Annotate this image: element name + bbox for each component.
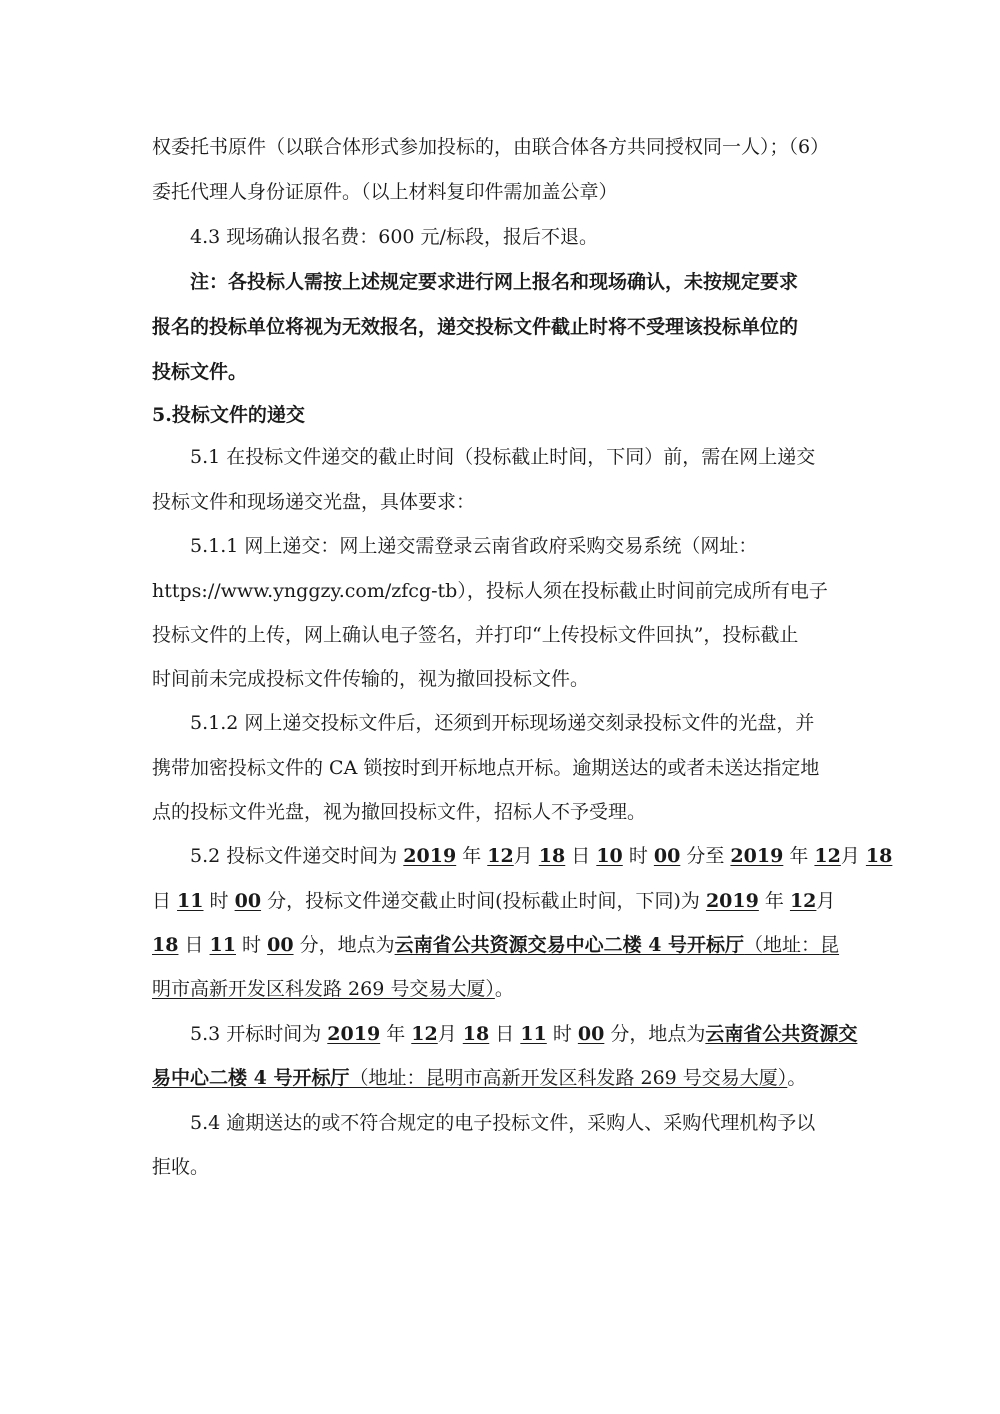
text: 日	[565, 845, 597, 867]
minute-value: 00	[653, 845, 681, 867]
hour-value: 11	[520, 1023, 547, 1045]
paragraph-line: 5.1.1 网上递交：网上递交需登录云南省政府采购交易系统（网址：	[190, 535, 758, 557]
text: 分至	[680, 845, 731, 867]
submission-time-line	[152, 974, 514, 1004]
text: 5.2 投标文件递交时间为	[190, 845, 404, 867]
text: 月	[513, 845, 539, 867]
venue: 云南省公共资源交	[705, 1023, 858, 1045]
text: 年	[380, 1023, 412, 1045]
fee-line: 4.3 现场确认报名费：600 元/标段，报后不退。	[190, 226, 598, 248]
hour-value: 11	[177, 890, 204, 912]
text: 日	[152, 890, 178, 912]
month-value: 12	[814, 845, 841, 867]
month-value: 12	[411, 1023, 438, 1045]
paragraph-line: 委托代理人身份证原件。（以上材料复印件需加盖公章）	[152, 181, 618, 203]
text: 月	[816, 890, 836, 912]
hour-value: 10	[596, 845, 623, 867]
text: 分，地点为	[293, 934, 395, 956]
text: 5.3 开标时间为	[190, 1023, 328, 1045]
text: 时	[203, 890, 235, 912]
venue: 易中心二楼 4 号开标厅	[152, 1067, 350, 1089]
opening-time-line	[190, 1019, 857, 1049]
day-value: 18	[462, 1023, 490, 1045]
venue-address: （地址：昆	[744, 934, 840, 956]
day-value: 18	[152, 934, 179, 956]
day-value: 18	[865, 845, 893, 867]
text: 月	[437, 1023, 463, 1045]
text: 分，地点为	[604, 1023, 706, 1045]
text: 时	[546, 1023, 578, 1045]
paragraph-line: 5.1.2 网上递交投标文件后，还须到开标现场递交刻录投标文件的光盘，并	[190, 712, 815, 734]
opening-time-line	[152, 1063, 806, 1093]
hour-value: 11	[209, 934, 236, 956]
note-line: 注：各投标人需按上述规定要求进行网上报名和现场确认，未按规定要求	[190, 271, 799, 293]
submission-time-line	[190, 841, 892, 871]
month-value: 12	[487, 845, 514, 867]
minute-value: 00	[267, 934, 294, 956]
minute-value: 00	[577, 1023, 605, 1045]
paragraph-line: 投标文件的上传，网上确认电子签名，并打印“上传投标文件回执”，投标截止	[152, 624, 799, 646]
paragraph-line: 投标文件和现场递交光盘，具体要求：	[152, 491, 476, 513]
text: 日	[489, 1023, 521, 1045]
paragraph-line: 5.4 逾期送达的或不符合规定的电子投标文件，采购人、采购代理机构予以	[190, 1112, 816, 1134]
venue-address: 明市高新开发区科发路 269 号交易大厦）	[152, 978, 495, 1000]
year-value: 2019	[327, 1023, 381, 1045]
year-value: 2019	[705, 890, 759, 912]
text: 时	[622, 845, 654, 867]
venue-address: （地址：昆明市高新开发区科发路 269 号交易大厦）	[349, 1067, 788, 1089]
minute-value: 00	[234, 890, 262, 912]
year-value: 2019	[730, 845, 784, 867]
text: 年	[456, 845, 488, 867]
paragraph-line: 时间前未完成投标文件传输的，视为撤回投标文件。	[152, 668, 590, 690]
paragraph-line: https://www.ynggzy.com/zfcg-tb），投标人须在投标截止时间前完成所有电子	[152, 580, 828, 602]
text: 月	[840, 845, 866, 867]
text: 时	[236, 934, 268, 956]
text: 。	[494, 978, 514, 1000]
venue: 云南省公共资源交易中心二楼 4 号开标厅	[394, 934, 745, 956]
note-line: 投标文件。	[152, 361, 248, 383]
note-line: 报名的投标单位将视为无效报名，递交投标文件截止时将不受理该投标单位的	[152, 316, 799, 338]
section-heading: 5.投标文件的递交	[152, 404, 305, 426]
text: 年	[758, 890, 790, 912]
year-value: 2019	[403, 845, 457, 867]
paragraph-line: 点的投标文件光盘，视为撤回投标文件，招标人不予受理。	[152, 801, 647, 823]
text: 日	[178, 934, 210, 956]
day-value: 18	[538, 845, 566, 867]
paragraph-line: 5.1 在投标文件递交的截止时间（投标截止时间，下同）前，需在网上递交	[190, 446, 816, 468]
submission-time-line	[152, 886, 835, 916]
text: 分，投标文件递交截止时间(投标截止时间，下同)为	[261, 890, 706, 912]
month-value: 12	[789, 890, 817, 912]
paragraph-line: 携带加密投标文件的 CA 锁按时到开标地点开标。逾期送达的或者未送达指定地	[152, 757, 820, 779]
paragraph-line: 拒收。	[152, 1156, 210, 1178]
text: 年	[783, 845, 815, 867]
submission-time-line	[152, 930, 839, 960]
text: 。	[787, 1067, 807, 1089]
paragraph-line: 权委托书原件（以联合体形式参加投标的，由联合体各方共同授权同一人）；（6）	[152, 136, 830, 158]
